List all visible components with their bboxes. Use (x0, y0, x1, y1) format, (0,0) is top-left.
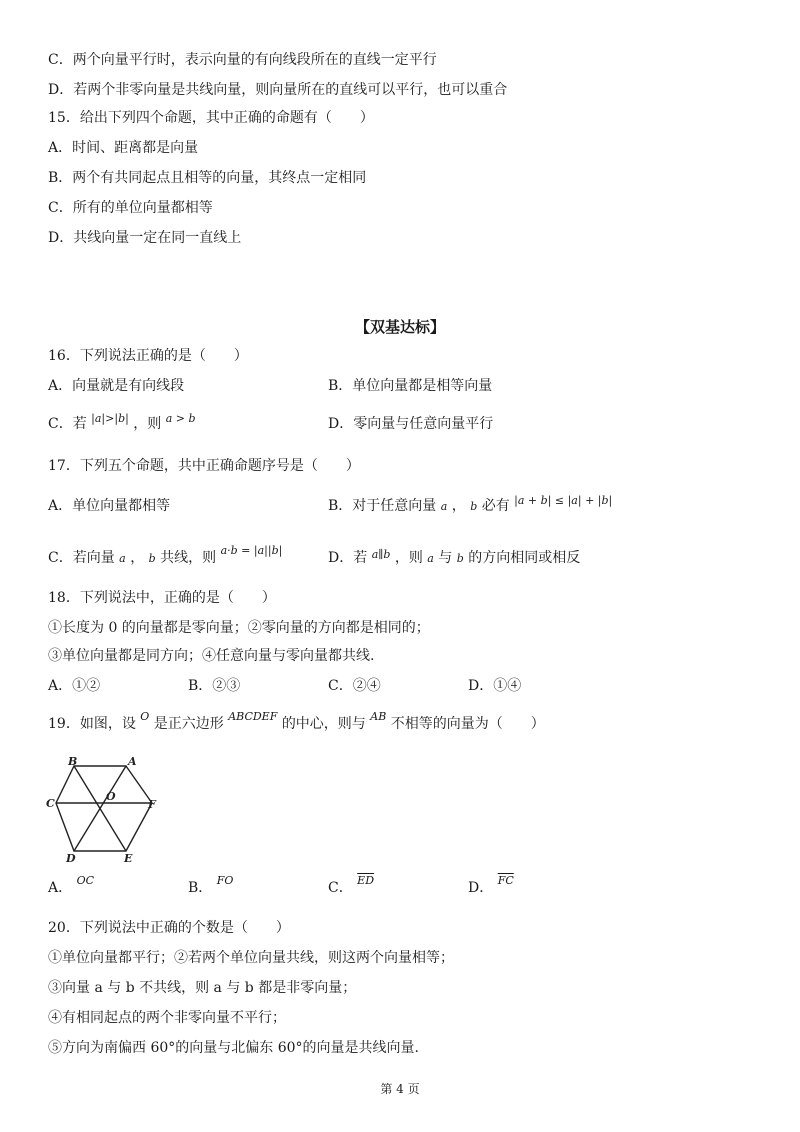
section-title: 【双基达标】 (354, 318, 445, 336)
q16-option-b: B．单位向量都是相等向量 (328, 378, 493, 394)
q16-stem: 16．下列说法正确的是（ ） (48, 348, 248, 364)
q18-option-a: A．①② (48, 678, 101, 694)
q18-option-b: B．②③ (188, 678, 241, 694)
q19-option-c (328, 874, 375, 899)
q17-d-suffix: 的方向相同或相反 (468, 550, 581, 566)
q16-option-d: D．零向量与任意向量平行 (328, 416, 494, 432)
q19-stem-part-2: 是正六边形 (153, 716, 224, 732)
q16-c-prefix: C．若 (48, 416, 87, 432)
q19-b-label: B． (188, 880, 213, 896)
q15-option-a: A．时间、距离都是向量 (48, 140, 199, 156)
q17-option-d (328, 548, 580, 569)
q17-option-c (48, 544, 283, 569)
page-number: 第 4 页 (380, 1082, 420, 1096)
q17-c-mid: 共线，则 (160, 550, 217, 566)
q19-stem-part-1: 19．如图，设 (48, 716, 136, 732)
q17-c-prefix: C．若向量 (48, 550, 115, 566)
q17-b-inequality: |a + b| ≤ |a| + |b| (514, 494, 613, 507)
vertex-label-a: A (128, 756, 137, 768)
q19-stem-part-4: 不相等的向量为（ ） (390, 716, 545, 732)
q20-line-1: ①单位向量都平行；②若两个单位向量共线，则这两个向量相等； (48, 950, 454, 966)
q17-stem: 17．下列五个命题，共中正确命题序号是（ ） (48, 458, 360, 474)
q19-c-label: C． (328, 880, 353, 896)
q20-line-2: ③向量 a 与 b 不共线，则 a 与 b 都是非零向量； (48, 980, 357, 996)
q16-c-mid: ，则 (133, 416, 162, 432)
q19-a-label: A． (48, 880, 73, 896)
q19-center-label: O (140, 710, 150, 723)
q17-b-prefix: B．对于任意向量 (328, 498, 437, 514)
q17-d-vec-b: b (456, 552, 464, 565)
q17-b-vec-a: a (440, 500, 448, 513)
q15-option-b: B．两个有共同起点且相等的向量，其终点一定相同 (48, 170, 367, 186)
q19-b-vector: FO (216, 874, 234, 887)
q16-c-condition: |a|>|b| (91, 412, 129, 425)
q19-stem (48, 710, 545, 735)
q19-option-d (468, 874, 514, 899)
q18-option-d: D．①④ (468, 678, 522, 694)
q18-line-2: ③单位向量都是同方向；④任意向量与零向量都共线. (48, 648, 375, 664)
q17-c-expression: a·b = |a||b| (220, 544, 283, 557)
center-label-o: O (106, 790, 116, 803)
q17-b-mid: 必有 (481, 498, 510, 514)
q16-option-a: A．向量就是有向线段 (48, 378, 185, 394)
q19-d-label: D． (468, 880, 494, 896)
q15-option-d: D．共线向量一定在同一直线上 (48, 230, 242, 246)
q18-stem: 18．下列说法中，正确的是（ ） (48, 590, 276, 606)
q16-c-result: a > b (165, 412, 196, 425)
q17-b-sep: ， (451, 498, 466, 514)
q19-d-vector: FC (497, 874, 514, 887)
q17-c-vec-a: a (119, 552, 126, 565)
q14-option-d: D．若两个非零向量是共线向量，则向量所在的直线可以平行，也可以重合 (48, 82, 508, 98)
q19-c-vector: ED (357, 874, 375, 887)
q16-option-c (48, 414, 196, 435)
q17-option-b (328, 496, 612, 517)
q19-vector-ab: AB (370, 710, 387, 723)
q18-line-1: ①长度为 0 的向量都是零向量；②零向量的方向都是相同的； (48, 620, 430, 636)
q19-a-vector: OC (76, 874, 95, 887)
q19-hexagon-label: ABCDEF (228, 710, 278, 723)
q15-option-c: C．所有的单位向量都相等 (48, 200, 213, 216)
hexagon-outline (56, 766, 152, 851)
q17-b-vec-b: b (470, 500, 478, 513)
vertex-label-c: C (46, 797, 55, 810)
q19-stem-part-3: 的中心，则与 (281, 716, 366, 732)
q14-option-c: C．两个向量平行时，表示向量的有向线段所在的直线一定平行 (48, 52, 437, 68)
hexagon-figure (44, 756, 162, 864)
q20-line-4: ⑤方向为南偏西 60°的向量与北偏东 60°的向量是共线向量. (48, 1040, 419, 1056)
vertex-label-f: F (148, 798, 156, 811)
q17-d-mid: ，则 (394, 550, 423, 566)
q17-d-prefix: D．若 (328, 550, 368, 566)
vertex-label-e: E (124, 852, 133, 864)
q18-option-c: C．②④ (328, 678, 381, 694)
q15-stem: 15．给出下列四个命题，其中正确的命题有（ ） (48, 110, 374, 126)
q17-c-vec-b: b (148, 552, 156, 565)
q17-option-a: A．单位向量都相等 (48, 498, 171, 514)
q20-stem: 20．下列说法中正确的个数是（ ） (48, 920, 290, 936)
q17-d-vec-a: a (427, 552, 434, 565)
q17-c-sep: ， (130, 550, 145, 566)
vertex-label-b: B (68, 756, 78, 768)
q17-d-condition: a∥b (371, 548, 391, 561)
q19-option-b (188, 874, 234, 899)
q20-line-3: ④有相同起点的两个非零向量不平行； (48, 1010, 286, 1026)
q19-option-a (48, 874, 95, 899)
vertex-label-d: D (66, 852, 76, 864)
q17-d-with: 与 (438, 550, 453, 566)
